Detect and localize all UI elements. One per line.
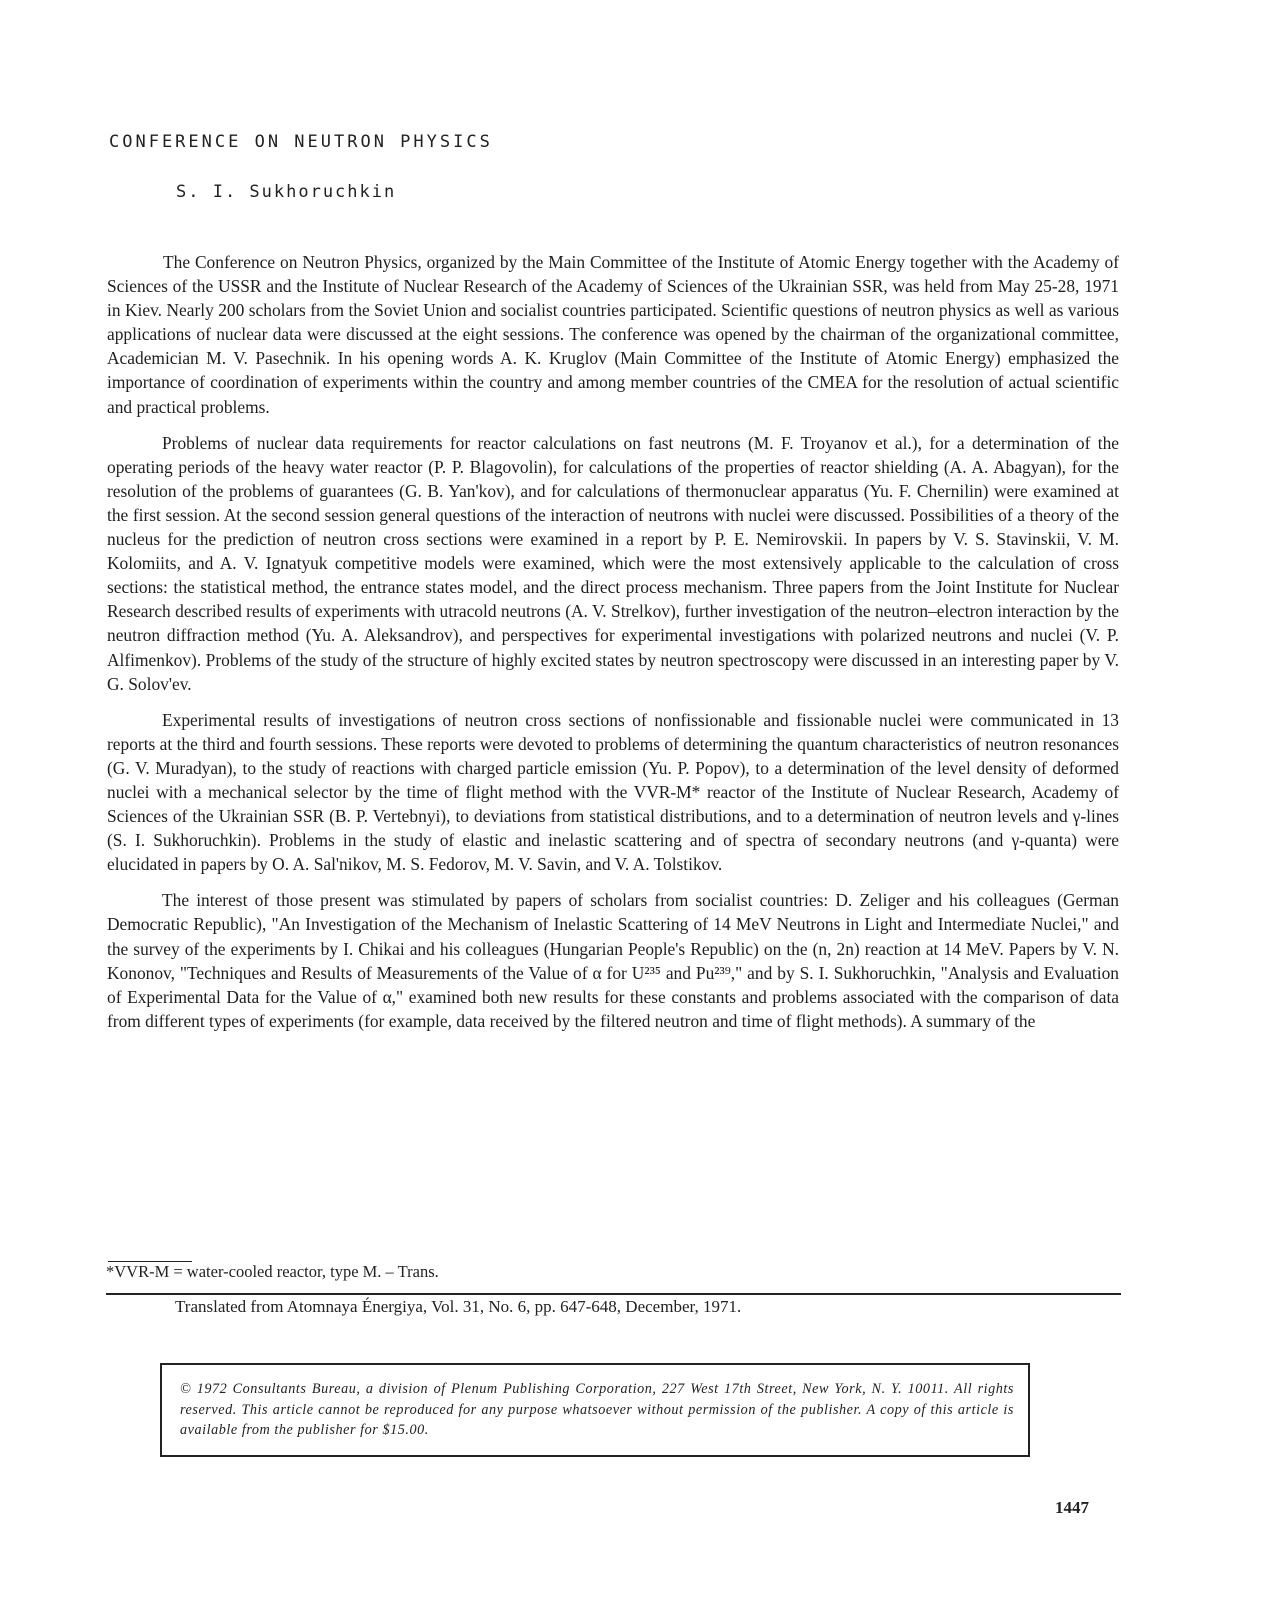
copyright-notice: © 1972 Consultants Bureau, a division of Plenum Publishing Corporation, 227 West 17th Street, New York, N. Y. 10011. All rights reserved. This article cannot be reproduced for any purpose whatsoever without permission of the publisher. A copy of this article is available from the publisher for $15.00. <box>180 1381 1014 1438</box>
horizontal-rule <box>106 1293 1121 1295</box>
article-title: CONFERENCE ON NEUTRON PHYSICS <box>109 132 493 152</box>
article-author: S. I. Sukhoruchkin <box>176 182 397 202</box>
page-number: 1447 <box>1055 1498 1089 1517</box>
translation-source: Translated from Atomnaya Énergiya, Vol. 31, No. 6, pp. 647-648, December, 1971. <box>175 1297 742 1316</box>
footnote: *VVR-M = water-cooled reactor, type M. – Trans. <box>106 1262 439 1281</box>
paragraph-4: The interest of those present was stimulated by papers of scholars from socialist countries: D. Zeliger and his colleagues (German Democratic Republic), "An Investigation of the Mechanism of Inelastic Scattering of 14 MeV Neutrons in Light and Intermediate Nuclei," and the survey of the experiments by I. Chikai and his colleagues (Hungarian People's Republic) on the (n, 2n) reaction at 14 MeV. Papers by V. N. Kononov, "Techniques and Results of Measurements of the Value of α for U²³⁵ and Pu²³⁹," and by S. I. Sukhoruchkin, "Analysis and Evaluation of Experimental Data for the Value of α," examined both new results for these constants and problems associated with the comparison of data from different types of experiments (for example, data received by the filtered neutron and time of flight methods). A summary of the <box>107 890 1119 1031</box>
paragraph-1: The Conference on Neutron Physics, organized by the Main Committee of the Institute of Atomic Energy together with the Academy of Sciences of the USSR and the Institute of Nuclear Research of the Academy of Sciences of the Ukrainian SSR, was held from May 25-28, 1971 in Kiev. Nearly 200 scholars from the Soviet Union and socialist countries participated. Scientific questions of neutron physics as well as various applications of nuclear data were discussed at the eight sessions. The conference was opened by the chairman of the organizational committee, Academician M. V. Pasechnik. In his opening words A. K. Kruglov (Main Committee of the Institute of Atomic Energy) emphasized the importance of coordination of experiments within the country and among member countries of the CMEA for the resolution of actual scientific and practical problems. <box>107 252 1119 417</box>
article-body <box>107 250 1119 1033</box>
copyright-box <box>160 1363 1030 1457</box>
paragraph-2: Problems of nuclear data requirements for reactor calculations on fast neutrons (M. F. Troyanov et al.), for a determination of the operating periods of the heavy water reactor (P. P. Blagovolin), for calculations of the properties of reactor shielding (A. A. Abagyan), for the resolution of the problems of guarantees (G. B. Yan'kov), and for calculations of thermonuclear apparatus (Yu. F. Chernilin) were examined at the first session. At the second session general questions of the interaction of neutrons with nuclei were discussed. Possibilities of a theory of the nucleus for the prediction of neutron cross sections were examined in a report by P. E. Nemirovskii. In papers by V. S. Stavinskii, V. M. Kolomiits, and A. V. Ignatyuk competitive models were examined, which were the most extensively applicable to the calculation of cross sections: the statistical method, the entrance states model, and the direct process mechanism. Three papers from the Joint Institute for Nuclear Research described results of experiments with utracold neutrons (A. V. Strelkov), further investigation of the neutron–electron interaction by the neutron diffraction method (Yu. A. Aleksandrov), and perspectives for experimental investigations with polarized neutrons and nuclei (V. P. Alfimenkov). Problems of the study of the structure of highly excited states by neutron spectroscopy were discussed in an interesting paper by V. G. Solov'ev. <box>107 432 1119 694</box>
paragraph-3: Experimental results of investigations of neutron cross sections of nonfissionable and fissionable nuclei were communicated in 13 reports at the third and fourth sessions. These reports were devoted to problems of determining the quantum characteristics of neutron resonances (G. V. Muradyan), to the study of reactions with charged particle emission (Yu. P. Popov), to a determination of the level density of deformed nuclei with a mechanical selector by the time of flight method with the VVR-M* reactor of the Institute of Nuclear Research, Academy of Sciences of the Ukrainian SSR (B. P. Vertebnyi), to deviations from statistical distributions, and to a determination of neutron levels and γ-lines (S. I. Sukhoruchkin). Problems in the study of elastic and inelastic scattering and of spectra of secondary neutrons (and γ-quanta) were elucidated in papers by O. A. Sal'nikov, M. S. Fedorov, M. V. Savin, and V. A. Tolstikov. <box>107 709 1119 875</box>
